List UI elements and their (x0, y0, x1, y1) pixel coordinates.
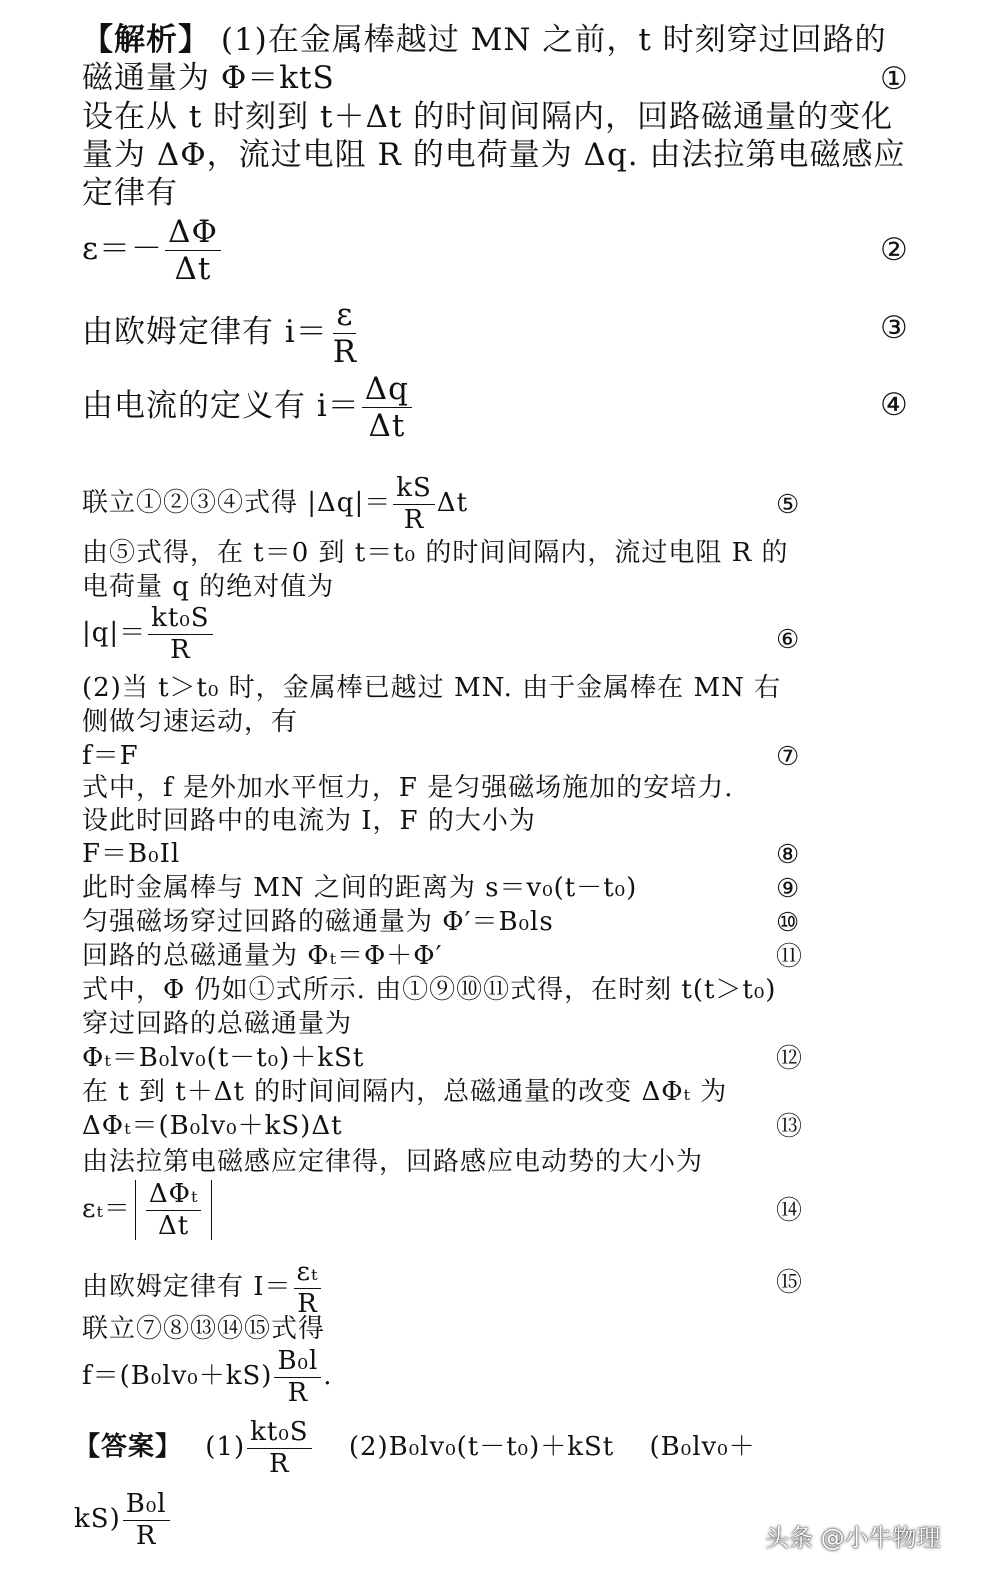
eq-marker-8: ⑧ (776, 840, 801, 870)
eq2-denominator: Δt (174, 251, 212, 288)
eq6-prefix: |q|＝ (82, 618, 147, 649)
watermark: 头条 @小牛物理 (765, 1524, 941, 1552)
analysis-line-14: 在 t 到 t＋Δt 的时间间隔内，总磁通量的改变 ΔΦₜ 为 (82, 1077, 728, 1107)
eq-marker-3: ③ (880, 310, 909, 346)
answer-part-2: (2)B₀lv₀(t－t₀)＋kSt (348, 1432, 615, 1463)
eq15-prefix: 由欧姆定律有 I＝ (82, 1272, 292, 1303)
eq14-absolute-value (135, 1180, 213, 1240)
answer-1-denominator: R (269, 1448, 290, 1479)
eqf-prefix: f＝(B₀lv₀＋kS) (82, 1361, 273, 1392)
eq-marker-1: ① (880, 61, 909, 97)
eq14-lhs: εₜ＝ (82, 1194, 131, 1225)
eq14-denominator: Δt (158, 1210, 190, 1241)
eq-marker-5: ⑤ (776, 490, 801, 520)
eq14-numerator: ΔΦₜ (146, 1180, 202, 1211)
eq4-prefix: 由电流的定义有 i＝ (82, 388, 360, 425)
analysis-line-1 (82, 22, 887, 59)
eqf-numerator: B₀l (274, 1347, 321, 1378)
equation-5 (82, 474, 468, 534)
eq5-numerator: kS (393, 474, 435, 505)
analysis-line-8: (2)当 t＞t₀ 时，金属棒已越过 MN. 由于金属棒在 MN 右 (82, 673, 782, 703)
answer-line-2 (74, 1490, 172, 1550)
equation-6 (82, 604, 215, 664)
answer-part-3-start: (B₀lv₀＋ (649, 1432, 756, 1463)
eq15-denominator: R (297, 1288, 318, 1319)
equation-11: 回路的总磁通量为 Φₜ＝Φ＋Φ′ (82, 941, 443, 971)
analysis-line-4: 量为 ΔΦ，流过电阻 R 的电荷量为 Δq. 由法拉第电磁感应 (82, 137, 906, 173)
eq-marker-13: ⑬ (776, 1112, 804, 1142)
analysis-line-13: 穿过回路的总磁通量为 (82, 1009, 353, 1039)
analysis-line-12: 式中，Φ 仍如①式所示. 由①⑨⑩⑪式得，在时刻 t(t＞t₀) (82, 975, 777, 1005)
eq2-lhs: ε＝－ (82, 231, 164, 268)
answer-part-1-label: (1) (205, 1432, 246, 1463)
eq-marker-10: ⑩ (776, 908, 801, 938)
answer-part-3-cont: kS) (74, 1504, 121, 1535)
analysis-line-11: 设此时回路中的电流为 I，F 的大小为 (82, 806, 536, 836)
answer-3-fraction (123, 1490, 170, 1550)
eq-marker-14: ⑭ (776, 1196, 804, 1226)
eq15-fraction (294, 1258, 322, 1318)
analysis-intro-text: (1)在金属棒越过 MN 之前，t 时刻穿过回路的 (220, 22, 887, 58)
eq3-denominator: R (332, 334, 358, 371)
eq2-fraction (165, 215, 221, 286)
eq-marker-12: ⑫ (776, 1044, 804, 1074)
analysis-line-5: 定律有 (82, 175, 178, 211)
analysis-line-6: 由⑤式得，在 t＝0 到 t＝t₀ 的时间间隔内，流过电阻 R 的 (82, 538, 789, 568)
eq2-numerator: ΔΦ (165, 215, 221, 251)
analysis-line-16: 联立⑦⑧⑬⑭⑮式得 (82, 1314, 326, 1344)
eqf-denominator: R (287, 1377, 309, 1408)
eq6-fraction (148, 604, 212, 664)
equation-3 (82, 298, 362, 369)
eq-marker-9: ⑨ (776, 874, 801, 904)
equation-7: f＝F (82, 741, 139, 771)
equation-13: ΔΦₜ＝(B₀lv₀＋kS)Δt (82, 1111, 343, 1141)
eq-marker-11: ⑪ (776, 942, 804, 972)
eq15-numerator: εₜ (294, 1258, 322, 1289)
analysis-line-15: 由法拉第电磁感应定律得，回路感应电动势的大小为 (82, 1147, 704, 1177)
answer-label: 【答案】 (74, 1432, 183, 1463)
eq4-fraction (362, 372, 412, 443)
answer-line-1 (74, 1418, 756, 1478)
eq3-prefix: 由欧姆定律有 i＝ (82, 314, 328, 351)
answer-part-1-fraction (247, 1418, 311, 1478)
eq-marker-4: ④ (880, 387, 909, 423)
equation-14 (82, 1180, 216, 1240)
answer-1-numerator: kt₀S (247, 1418, 311, 1449)
eq4-numerator: Δq (362, 372, 412, 408)
analysis-line-2: 磁通量为 Φ＝ktS (82, 60, 335, 96)
analysis-label: 【解析】 (82, 22, 210, 58)
eq-marker-6: ⑥ (776, 625, 801, 655)
eq3-numerator: ε (333, 298, 356, 334)
answer-3-denominator: R (135, 1520, 157, 1551)
equation-12: Φₜ＝B₀lv₀(t－t₀)＋kSt (82, 1043, 365, 1073)
eq-marker-2: ② (880, 232, 909, 268)
eq4-denominator: Δt (368, 408, 406, 445)
eq14-fraction (146, 1180, 202, 1240)
eq5-fraction (393, 474, 435, 534)
eq5-prefix: 联立①②③④式得 |Δq|＝ (82, 488, 392, 519)
equation-4 (82, 372, 414, 443)
equation-15 (82, 1258, 323, 1318)
eq-marker-7: ⑦ (776, 742, 801, 772)
analysis-line-3: 设在从 t 时刻到 t＋Δt 的时间间隔内，回路磁通量的变化 (82, 99, 894, 135)
answer-3-numerator: B₀l (123, 1490, 170, 1521)
eq3-fraction (330, 298, 360, 369)
eq-marker-15: ⑮ (776, 1268, 804, 1298)
equation-10: 匀强磁场穿过回路的磁通量为 Φ′＝B₀ls (82, 907, 554, 937)
equation-2 (82, 215, 223, 286)
eq6-numerator: kt₀S (148, 604, 212, 635)
equation-8: F＝B₀Il (82, 839, 181, 869)
eqf-suffix: . (323, 1361, 333, 1392)
analysis-line-7: 电荷量 q 的绝对值为 (82, 572, 335, 602)
analysis-line-10: 式中，f 是外加水平恒力，F 是匀强磁场施加的安培力. (82, 773, 734, 803)
analysis-line-9: 侧做匀速运动，有 (82, 707, 299, 737)
eq6-denominator: R (170, 634, 191, 665)
eq5-suffix: Δt (436, 488, 469, 519)
equation-final (82, 1347, 333, 1407)
equation-9: 此时金属棒与 MN 之间的距离为 s＝v₀(t－t₀) (82, 873, 638, 903)
eqf-fraction (274, 1347, 321, 1407)
eq5-denominator: R (403, 504, 425, 535)
